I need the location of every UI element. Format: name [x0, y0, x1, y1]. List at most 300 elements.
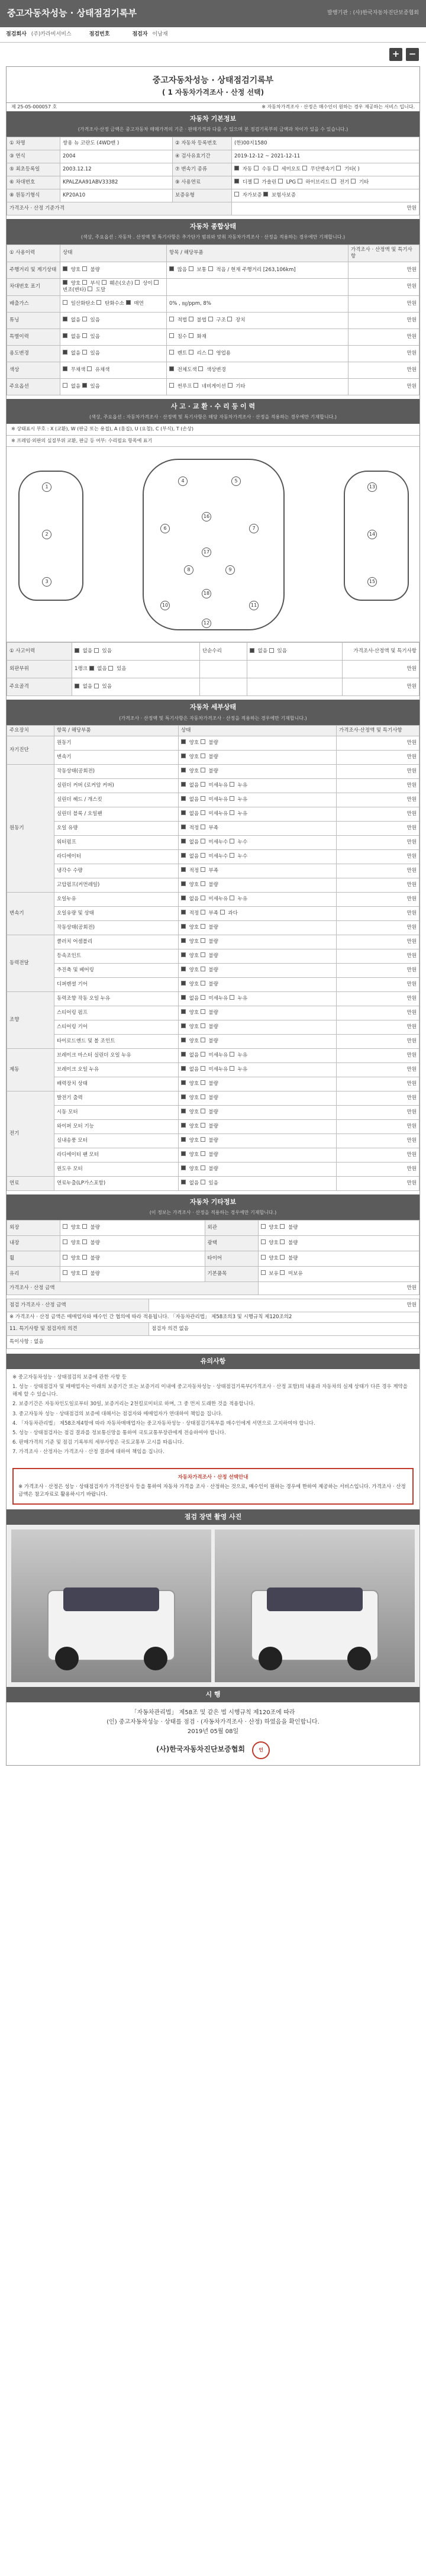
detail-row	[7, 1048, 419, 1062]
zoom-out-button[interactable]: −	[406, 48, 419, 61]
detail-group: 전기	[7, 1091, 54, 1176]
overall-key: 배출가스	[7, 295, 60, 312]
note-paragraph: 3. 중고자동차 성능 · 상태점검의 보증에 대해서는 점검자와 매매업자가 연대하여 책임을 집니다.	[12, 1411, 223, 1417]
checkbox-empty	[88, 286, 92, 291]
detail-condition: 적정 부족	[179, 864, 337, 878]
checkbox-empty	[82, 1224, 87, 1229]
checkbox-empty	[230, 796, 234, 801]
top-bar	[0, 0, 426, 27]
accident-price: 만원	[343, 661, 419, 678]
detail-row	[7, 1006, 419, 1020]
checkbox-checked	[181, 1009, 186, 1014]
checkbox-checked	[126, 300, 131, 305]
basic-info-table	[7, 137, 419, 215]
diagram-part-number: 3	[42, 577, 51, 587]
checkbox-empty	[201, 853, 205, 858]
detail-part: 고압펌프(커먼레일)	[54, 878, 179, 892]
vehicle-diagram	[7, 447, 419, 642]
checkbox-empty	[63, 1255, 67, 1260]
detail-group: 조향	[7, 991, 54, 1048]
document-subtitle: ( 1 자동차가격조사 · 산정 선택)	[162, 88, 264, 97]
checkbox-empty	[201, 1180, 205, 1184]
checkbox-checked	[181, 1066, 186, 1071]
overall-state: 일산화탄소 탄화수소 매연	[60, 295, 167, 312]
section-notes-heading: 유의사항	[7, 1354, 419, 1369]
value-inspector: 이남재	[152, 31, 168, 37]
accident-sub: 단순수리	[199, 643, 247, 661]
detail-part: 타이로드엔드 및 볼 조인트	[54, 1034, 179, 1048]
detail-row	[7, 1119, 419, 1134]
checkbox-empty	[201, 754, 205, 758]
basic-value: KP20A10	[60, 189, 173, 202]
document-number: 제 25-05-000057 호	[11, 104, 57, 110]
col-usage: ① 사용이력	[7, 244, 60, 262]
accident-row	[7, 661, 419, 678]
price-base-value: 만원	[232, 202, 419, 215]
basic-label: ② 자동차 등록번호	[173, 137, 232, 150]
note-paragraph: 2. 보증기간은 자동차인도일로부터 30일, 보증거리는 2천킬로미터로 하며, 그 중 먼저 도래한 것을 적용합니다.	[12, 1401, 255, 1408]
checkbox-empty	[189, 266, 193, 271]
signer-name: (사)한국자동차진단보증협회	[156, 1745, 245, 1754]
detail-row	[7, 793, 419, 807]
other-value: 양호 불량	[258, 1235, 419, 1251]
detail-condition: 없음 있음	[179, 1176, 337, 1190]
overall-price: 만원	[348, 329, 419, 345]
checkbox-empty	[94, 684, 99, 688]
detail-part: 변속기	[54, 750, 179, 764]
checkbox-empty	[201, 839, 205, 843]
detail-condition: 적정 부족 과다	[179, 906, 337, 920]
other-value: 보유 미보유	[258, 1266, 419, 1281]
checkbox-checked	[181, 881, 186, 886]
overall-row	[7, 329, 419, 345]
checkbox-checked	[82, 383, 87, 388]
checkbox-empty	[201, 1023, 205, 1028]
detail-remark: 만원	[337, 736, 419, 750]
checkbox-checked	[181, 1137, 186, 1142]
checkbox-checked	[181, 839, 186, 843]
checkbox-empty	[230, 1066, 234, 1071]
detail-condition: 양호 불량	[179, 1105, 337, 1119]
checkbox-empty	[169, 317, 174, 321]
checkbox-empty	[227, 317, 232, 321]
checkbox-empty	[63, 383, 67, 388]
other-label: 유리	[7, 1266, 60, 1281]
detail-remark: 만원	[337, 963, 419, 977]
basic-label: ⑤ 최초등록일	[7, 163, 60, 176]
footer-line-2: (인) 중고자동차성능 · 상태를 점검 · (자동차가격조사 · 산정) 하였음을 확인합니다.	[106, 1719, 320, 1726]
detail-row	[7, 807, 419, 821]
accident-price: 만원	[343, 678, 419, 696]
detail-remark: 만원	[337, 935, 419, 949]
other-label: 휠	[7, 1251, 60, 1266]
accident-sub	[199, 661, 247, 678]
checkbox-empty	[336, 166, 341, 170]
basic-value: KPALZAA91ABV33382	[60, 176, 173, 189]
checkbox-empty	[201, 796, 205, 801]
checkbox-empty	[201, 1123, 205, 1128]
checkbox-empty	[230, 896, 234, 900]
section-overall-note: (색상, 주요옵션 : 자동차 ․ 산정액 및 특기사항은 추가단가 범위와 맞춰 자동차가격조사 · 산정을 적용하는 경우에만 기재합니다.)	[7, 234, 419, 244]
detail-part: 윈도우 모터	[54, 1162, 179, 1176]
checkbox-checked	[181, 981, 186, 986]
overall-key: 색상	[7, 362, 60, 378]
checkbox-empty	[201, 967, 205, 971]
checkbox-empty	[280, 1224, 285, 1229]
checkbox-checked	[250, 648, 254, 653]
checkbox-checked	[181, 1109, 186, 1113]
checkbox-empty	[298, 179, 302, 183]
price-summary-value: 만원	[149, 1299, 419, 1312]
detail-row	[7, 1162, 419, 1176]
checkbox-empty	[96, 300, 101, 305]
detail-row	[7, 1020, 419, 1034]
detail-part: 스티어링 기어	[54, 1020, 179, 1034]
overall-key: 주행거리 및 계기상태	[7, 262, 60, 278]
checkbox-empty	[201, 1038, 205, 1042]
overall-detail: 전체도색 색상변경	[167, 362, 348, 378]
wheel-shape	[259, 1647, 282, 1670]
basic-value: 자가보증 보험사보증	[232, 189, 419, 202]
detail-part: 오일누유	[54, 892, 179, 906]
checkbox-checked	[63, 280, 67, 285]
overall-row	[7, 378, 419, 395]
detail-remark: 만원	[337, 1091, 419, 1105]
inspection-photo-rear[interactable]	[215, 1530, 415, 1682]
checkbox-checked	[181, 1080, 186, 1085]
checkbox-empty	[201, 782, 205, 787]
section-basic-info-note: (가격조사·산정 금액은 중고자동차 매매가격의 기준 · 판매가격과 다를 수 있으며 본 점검기록부의 금액과 차이가 있을 수 있습니다.)	[7, 127, 419, 136]
overall-row	[7, 345, 419, 362]
value-company: (주)카라비서비스	[31, 31, 72, 37]
detail-condition: 양호 불량	[179, 764, 337, 778]
other-price-label: 가격조사 · 산정 금액	[7, 1281, 259, 1295]
detail-row	[7, 1176, 419, 1190]
detail-part: 연료누출(LP가스포함)	[54, 1176, 179, 1190]
detail-status-table	[7, 725, 419, 1191]
overall-price: 만원	[348, 295, 419, 312]
diagram-part-number: 18	[202, 589, 211, 598]
accident-value: 없음 있음	[72, 678, 200, 696]
zoom-in-button[interactable]: +	[389, 48, 402, 61]
overall-status-table	[7, 244, 419, 395]
app-title: 중고자동차성능 · 상태점검기록부	[7, 8, 137, 19]
detail-remark: 만원	[337, 991, 419, 1006]
checkbox-empty	[261, 1224, 266, 1229]
detail-part: 오일유량 및 상태	[54, 906, 179, 920]
detail-condition: 양호 불량	[179, 1006, 337, 1020]
overall-key: 용도변경	[7, 345, 60, 362]
basic-label: ⑨ 사용연료	[173, 176, 232, 189]
checkbox-empty	[82, 350, 87, 355]
detail-condition: 양호 불량	[179, 1034, 337, 1048]
document-title: 중고자동차성능 · 상태점검기록부	[152, 76, 274, 85]
col-part: 항목 / 해당부품	[54, 725, 179, 736]
checkbox-empty	[201, 910, 205, 915]
detail-row	[7, 963, 419, 977]
checkbox-checked	[234, 166, 239, 170]
diagram-part-number: 8	[184, 565, 193, 575]
diagram-part-number: 9	[225, 565, 235, 575]
basic-label: 보증유형	[173, 189, 232, 202]
detail-remark: 만원	[337, 750, 419, 764]
detail-row	[7, 1148, 419, 1162]
detail-condition: 없음 미세누유 누유	[179, 1062, 337, 1077]
checkbox-empty	[169, 333, 174, 338]
basic-value: (한)00지1580	[232, 137, 419, 150]
basic-label: ① 차명	[7, 137, 60, 150]
photo-area	[7, 1525, 419, 1687]
checkbox-empty	[82, 280, 87, 285]
basic-value: 2019-12-12 ~ 2021-12-11	[232, 150, 419, 163]
detail-condition: 양호 불량	[179, 935, 337, 949]
checkbox-checked	[181, 1180, 186, 1184]
checkbox-empty	[201, 867, 205, 872]
accident-key: ① 사고이력	[7, 643, 72, 661]
checkbox-checked	[181, 754, 186, 758]
checkbox-checked	[263, 192, 268, 197]
detail-part: 워터펌프	[54, 835, 179, 849]
checkbox-empty	[63, 1224, 67, 1229]
checkbox-checked	[63, 350, 67, 355]
detail-group: 동력전달	[7, 935, 54, 991]
note-paragraph: 1. 성능 · 상태점검자 및 매매업자는 아래의 보증기간 또는 보증거리 이내에 중고자동차성능 · 상태점검기록부(가격조사 · 산정 포함)의 내용과 자동차의 실제 상태가 다른 경우 계약을 해제 할 수 있습니다.	[12, 1384, 408, 1398]
accident-key: 외판부위	[7, 661, 72, 678]
overall-state: 양호 부식 훼손(오손) 상이 변조(변타) 도말	[60, 278, 167, 295]
basic-value: 2003.12.12	[60, 163, 173, 176]
footer-line-1: 「자동차관리법」 제58조 및 같은 법 시행규칙 제120조에 따라	[131, 1709, 295, 1717]
checkbox-empty	[261, 1270, 266, 1275]
checkbox-empty	[230, 995, 234, 1000]
col-remark: 가격조사·산정액 및 특기사항	[337, 725, 419, 736]
overall-state: 양호 불량	[60, 262, 167, 278]
accident-row	[7, 643, 419, 661]
detail-condition: 양호 불량	[179, 1162, 337, 1176]
footer-date: 2019년 05월 08일	[187, 1728, 239, 1735]
detail-group: 자기진단	[7, 736, 54, 764]
checkbox-empty	[302, 166, 307, 170]
detail-condition: 없음 미세누유 누유	[179, 1048, 337, 1062]
accident-value: 없음 있음	[72, 643, 200, 661]
checkbox-empty	[82, 1270, 87, 1275]
detail-condition: 없음 미세누수 누수	[179, 835, 337, 849]
detail-row	[7, 750, 419, 764]
detail-remark: 만원	[337, 821, 419, 835]
col-state: 상태	[60, 244, 167, 262]
detail-condition: 양호 불량	[179, 949, 337, 963]
checkbox-checked	[181, 1151, 186, 1156]
checkbox-checked	[63, 366, 67, 371]
section-accident-note: (색상, 주요옵션 : 자동차가격조사 · 산정액 및 특기사항은 해당 자동차가격조사 · 산정을 적용하는 경우에만 기재합니다.)	[7, 414, 419, 424]
checkbox-checked	[89, 666, 94, 671]
checkbox-empty	[201, 1080, 205, 1085]
detail-condition: 양호 불량	[179, 878, 337, 892]
note-paragraph: 7. 가격조사 · 산정자는 가격조사 · 산정 결과에 대하여 책임을 집니다.	[12, 1449, 164, 1456]
detail-part: 추진축 및 베어링	[54, 963, 179, 977]
detail-remark: 만원	[337, 1006, 419, 1020]
basic-label: ⑧ 원동기형식	[7, 189, 60, 202]
checkbox-checked	[181, 739, 186, 744]
checkbox-checked	[63, 266, 67, 271]
detail-group: 변속기	[7, 892, 54, 935]
overall-row	[7, 312, 419, 329]
diagram-part-number: 6	[160, 524, 170, 533]
accident-key: 주요골격	[7, 678, 72, 696]
basic-info-row	[7, 189, 419, 202]
other-value: 양호 불량	[258, 1251, 419, 1266]
detail-row	[7, 849, 419, 864]
overall-state: 무채색 유채색	[60, 362, 167, 378]
basic-label: ⑦ 변속기 종류	[173, 163, 232, 176]
overall-key: 주요옵션	[7, 378, 60, 395]
checkbox-empty	[228, 383, 233, 388]
other-label: 광택	[205, 1235, 258, 1251]
detail-remark: 만원	[337, 1105, 419, 1119]
checkbox-checked	[181, 867, 186, 872]
detail-condition: 양호 불량	[179, 750, 337, 764]
checkbox-empty	[189, 317, 193, 321]
checkbox-empty	[208, 317, 213, 321]
checkbox-empty	[280, 1270, 285, 1275]
checkbox-empty	[201, 981, 205, 986]
checkbox-empty	[82, 317, 87, 321]
checkbox-checked	[181, 952, 186, 957]
other-label: 외장	[7, 1220, 60, 1235]
section-photos-heading: 점검 장면 촬영 사진	[7, 1509, 419, 1525]
detail-remark: 만원	[337, 1176, 419, 1190]
detail-row	[7, 892, 419, 906]
checkbox-empty	[198, 366, 203, 371]
detail-part: 냉각수 수량	[54, 864, 179, 878]
checkbox-checked	[181, 1165, 186, 1170]
detail-part: 와이퍼 모터 기능	[54, 1119, 179, 1134]
detail-group: 원동기	[7, 764, 54, 892]
checkbox-checked	[181, 995, 186, 1000]
overall-detail: 적법 불법 구조 장치	[167, 312, 348, 329]
col-price: 가격조사 · 산정액 및 특기사항	[348, 244, 419, 262]
detail-remark: 만원	[337, 778, 419, 793]
checkbox-empty	[278, 179, 283, 183]
detail-row	[7, 764, 419, 778]
other-label: 기본품목	[205, 1266, 258, 1281]
special-value: 점검자 의견 없음	[149, 1322, 419, 1335]
diagram-part-number: 1	[42, 482, 51, 492]
checkbox-empty	[201, 739, 205, 744]
detail-condition: 없음 미세누유 누유	[179, 991, 337, 1006]
detail-part: 등속조인트	[54, 949, 179, 963]
checkbox-empty	[169, 383, 174, 388]
diagram-part-number: 5	[231, 476, 241, 486]
checkbox-empty	[201, 1052, 205, 1057]
price-notice: ※ 가격조사 · 산정 금액은 매매업자와 매수인 간 협의에 따라 적용됩니다. 「자동차관리법」 제58조의3 및 시행규칙 제120조의2	[7, 1312, 419, 1322]
detail-group: 연료	[7, 1176, 54, 1190]
section-detail-heading: 자동차 세부상태	[7, 700, 419, 715]
detail-remark: 만원	[337, 1162, 419, 1176]
overall-detail: 썬루프 네비게이션 기타	[167, 378, 348, 395]
footer-signer	[7, 1741, 419, 1759]
detail-part: 실내송풍 모터	[54, 1134, 179, 1148]
detail-remark: 만원	[337, 1048, 419, 1062]
checkbox-empty	[351, 179, 356, 183]
checkbox-checked	[181, 796, 186, 801]
accident-price: 가격조사·산정액 및 특기사항	[343, 643, 419, 661]
checkbox-checked	[181, 1123, 186, 1128]
checkbox-empty	[261, 1255, 266, 1260]
checkbox-empty	[102, 280, 106, 285]
checkbox-empty	[230, 810, 234, 815]
detail-row	[7, 821, 419, 835]
overall-state: 없음 있음	[60, 378, 167, 395]
overall-detail	[167, 278, 348, 295]
basic-info-row	[7, 137, 419, 150]
diagram-part-number: 4	[178, 476, 188, 486]
other-label: 내장	[7, 1235, 60, 1251]
price-option-text: ※ 가격조사 · 산정은 성능 · 상태점검자가 가격산정사 등을 통하여 자동차 가격을 조사 · 산정하는 것으로, 매수인이 원하는 경우에 한하여 제공하는 서비스입니다. 가격조사 · 산정 금액은 참고자료로 활용하시기 바랍니다.	[18, 1484, 406, 1498]
col-condition: 상태	[179, 725, 337, 736]
checkbox-empty	[201, 896, 205, 900]
overall-price: 만원	[348, 262, 419, 278]
checkbox-checked	[234, 179, 239, 183]
accident-sub-value: 없음 있음	[247, 643, 342, 661]
detail-row	[7, 977, 419, 991]
checkbox-empty	[201, 995, 205, 1000]
checkbox-empty	[189, 333, 193, 338]
checkbox-checked	[181, 1094, 186, 1099]
section-detail-note: (가격조사 · 산정액 및 특기사항은 자동차가격조사 · 산정을 적용하는 경우에만 기재합니다.)	[7, 716, 419, 725]
checkbox-empty	[201, 1137, 205, 1142]
checkbox-empty	[63, 300, 67, 305]
other-value: 양호 불량	[60, 1251, 205, 1266]
notes-text	[7, 1369, 419, 1463]
detail-condition: 양호 불량	[179, 1134, 337, 1148]
other-label: 타이어	[205, 1251, 258, 1266]
checkbox-empty	[280, 1255, 285, 1260]
checkbox-checked	[181, 1038, 186, 1042]
detail-part: 시동 모터	[54, 1105, 179, 1119]
detail-part: 실린더 블록 / 오일팬	[54, 807, 179, 821]
label-company: 점검회사	[6, 31, 27, 37]
detail-part: 실린더 헤드 / 개스킷	[54, 793, 179, 807]
checkbox-empty	[208, 350, 213, 355]
checkbox-empty	[230, 839, 234, 843]
overall-detail: 렌트 리스 영업용	[167, 345, 348, 362]
diagram-part-number: 12	[202, 619, 211, 628]
detail-condition: 양호 불량	[179, 1077, 337, 1091]
overall-state: 없음 있음	[60, 329, 167, 345]
checkbox-checked	[169, 266, 174, 271]
other-row	[7, 1266, 419, 1281]
checkbox-empty	[201, 938, 205, 943]
inspection-photo-front[interactable]	[11, 1530, 211, 1682]
document-meta	[7, 102, 419, 111]
overall-state: 없음 있음	[60, 345, 167, 362]
checkbox-checked	[63, 333, 67, 338]
detail-part: 발전기 출력	[54, 1091, 179, 1105]
col-device: 주요장치	[7, 725, 54, 736]
detail-part: 오일 유량	[54, 821, 179, 835]
checkbox-empty	[230, 1052, 234, 1057]
checkbox-empty	[201, 952, 205, 957]
detail-part: 클러치 어셈블리	[54, 935, 179, 949]
car-window-shape	[63, 1588, 159, 1611]
detail-condition: 양호 불량	[179, 1119, 337, 1134]
basic-value: 자동 수동 세미오토 무단변속기 기타( )	[232, 163, 419, 176]
wheel-shape	[144, 1647, 167, 1670]
checkbox-checked	[181, 924, 186, 929]
diagram-part-number: 14	[367, 530, 377, 539]
checkbox-checked	[169, 366, 174, 371]
detail-part: 디퍼렌셜 기어	[54, 977, 179, 991]
